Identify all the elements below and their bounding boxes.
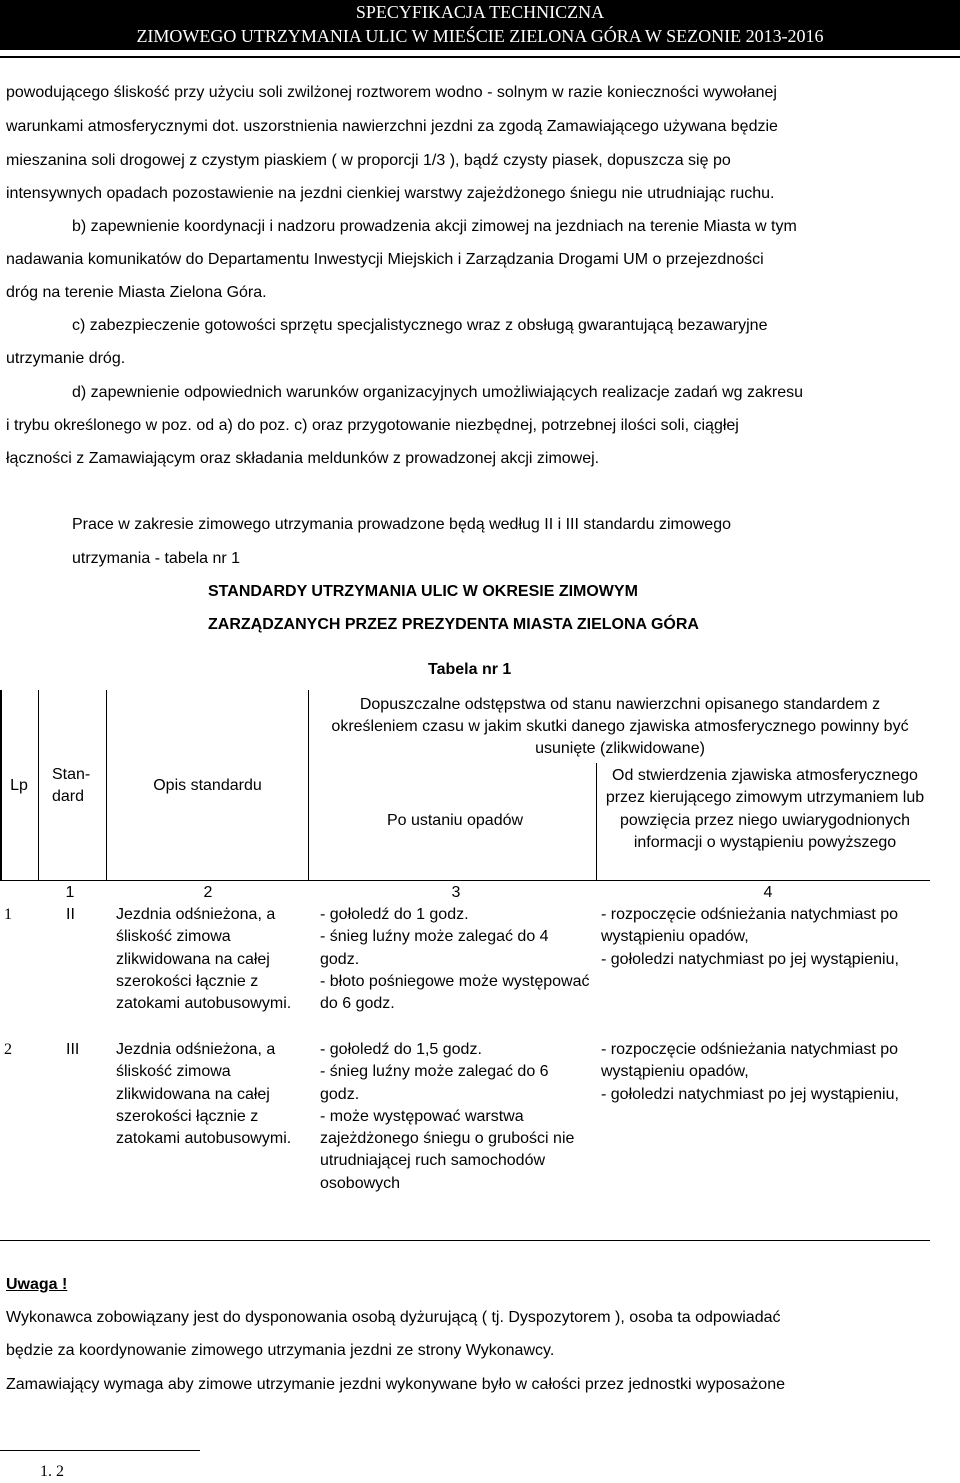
table-row-po-ustaniu: - gołoledź do 1 godz. - śnieg luźny może zalegać do 4 godz. - błoto pośniegowe może występować do 6 godz. <box>320 906 590 1013</box>
body-line: b) zapewnienie koordynacji i nadzoru prowadzenia akcji zimowej na jezdniach na terenie Miasta w tym <box>72 218 797 235</box>
table-border <box>308 690 309 880</box>
table-row-od-stwierdzenia: - rozpoczęcie odśnieżania natychmiast po wystąpieniu opadów, - gołoledzi natychmiast po jej wystąpieniu, <box>601 1041 899 1103</box>
intro-line: utrzymania - tabela nr 1 <box>72 550 241 567</box>
header-po-ustaniu: Po ustaniu opadów <box>386 812 524 829</box>
body-line: nadawania komunikatów do Departamentu Inwestycji Miejskich i Zarządzania Drogami UM o przejezdności <box>6 251 764 268</box>
body-line: intensywnych opadach pozostawienie na jezdni cienkiej warstwy zajeżdżonego śniegu nie utrudniając ruchu. <box>6 185 775 202</box>
body-line: warunkami atmosferycznymi dot. uszorstnienia nawierzchni jezdni za zgodą Zamawiającego używana będzie <box>6 118 778 135</box>
footer-rule <box>0 1450 200 1451</box>
table-row-standard: II <box>66 906 75 923</box>
body-line: dróg na terenie Miasta Zielona Góra. <box>6 284 267 301</box>
intro-line: Prace w zakresie zimowego utrzymania prowadzone będą według II i III standardu zimowego <box>72 516 731 533</box>
body-line: mieszanina soli drogowej z czystym piaskiem ( w proporcji 1/3 ), bądź czysty piasek, dopuszcza się po <box>6 152 731 169</box>
document-header <box>0 0 960 50</box>
body-line: utrzymanie dróg. <box>6 350 126 367</box>
table-border <box>0 880 930 881</box>
table-row-standard: III <box>66 1041 80 1058</box>
table-row-opis: Jezdnia odśnieżona, a śliskość zimowa zlikwidowana na całej szerokości łącznie z zatokami autobusowymi. <box>116 1041 292 1148</box>
header-subtitle: ZIMOWEGO UTRZYMANIA ULIC W MIEŚCIE ZIELONA GÓRA W SEZONIE 2013-2016 <box>136 26 824 46</box>
section-title: ZARZĄDZANYCH PRZEZ PREZYDENTA MIASTA ZIELONA GÓRA <box>208 616 699 633</box>
col-number: 4 <box>763 884 773 901</box>
body-line: łączności z Zamawiającym oraz składania meldunków z prowadzonej akcji zimowej. <box>6 450 600 467</box>
table-row-opis: Jezdnia odśnieżona, a śliskość zimowa zlikwidowana na całej szerokości łącznie z zatokami autobusowymi. <box>116 906 292 1013</box>
table-row-od-stwierdzenia: - rozpoczęcie odśnieżania natychmiast po wystąpieniu opadów, - gołoledzi natychmiast po jej wystąpieniu, <box>601 906 899 968</box>
table-row-lp: 1 <box>4 906 12 923</box>
table-border <box>38 690 39 880</box>
note-line: Wykonawca zobowiązany jest do dysponowania osobą dyżurującą ( tj. Dyspozytorem ), osoba ta odpowiadać <box>6 1309 781 1326</box>
header-title: SPECYFIKACJA TECHNICZNA <box>355 2 605 22</box>
table-row-po-ustaniu: - gołoledź do 1,5 godz. - śnieg luźny może zalegać do 6 godz. - może występować warstwa zajeżdżonego śniegu o grubości nie utrudniającej ruch samochodów osobowych <box>320 1041 575 1192</box>
table-border <box>0 1240 930 1241</box>
header-standard-line: Stan- <box>52 766 91 783</box>
table-row-lp: 2 <box>4 1041 12 1058</box>
header-standard-line: dard <box>52 788 85 805</box>
header-opis: Opis standardu <box>153 777 262 794</box>
note-line: Zamawiający wymaga aby zimowe utrzymanie jezdni wykonywane było w całości przez jednostki wyposażone <box>6 1376 785 1393</box>
section-title: STANDARDY UTRZYMANIA ULIC W OKRESIE ZIMOWYM <box>208 583 638 600</box>
header-lp: Lp <box>10 777 28 794</box>
col-number: 1 <box>65 884 75 901</box>
col-number: 2 <box>203 884 213 901</box>
header-dopuszczalne: Dopuszczalne odstępstwa od stanu nawierzchni opisanego standardem z określeniem czasu w jakim skutki danego zjawiska atmosferycznego powinny być usunięte (zlikwidowane) <box>331 696 909 757</box>
header-standard <box>40 764 106 808</box>
header-od-stwierdzenia: Od stwierdzenia zjawiska atmosferycznego przez kierującego zimowym utrzymaniem lub powzięcia przez niego uwiarygodnionych informacji o wystąpieniu powyższego <box>605 767 925 851</box>
table-caption: Tabela nr 1 <box>428 661 512 678</box>
body-line: d) zapewnienie odpowiednich warunków organizacyjnych umożliwiających realizacje zadań wg zakresu <box>72 384 804 401</box>
page-number: 1. 2 <box>40 1463 64 1480</box>
note-title: Uwaga ! <box>6 1276 68 1293</box>
body-line: powodującego śliskość przy użyciu soli zwilżonej roztworem wodno - solnym w razie konieczności wywołanej <box>6 84 777 101</box>
header-rule <box>0 56 960 58</box>
col-number: 3 <box>451 884 461 901</box>
body-line: i trybu określonego w poz. od a) do poz. c) oraz przygotowanie niezbędnej, potrzebnej ilości soli, ciągłej <box>6 417 739 434</box>
note-line: będzie za koordynowanie zimowego utrzymania jezdni ze strony Wykonawcy. <box>6 1342 555 1359</box>
body-line: c) zabezpieczenie gotowości sprzętu specjalistycznego wraz z obsługą gwarantującą bezawaryjne <box>72 317 768 334</box>
